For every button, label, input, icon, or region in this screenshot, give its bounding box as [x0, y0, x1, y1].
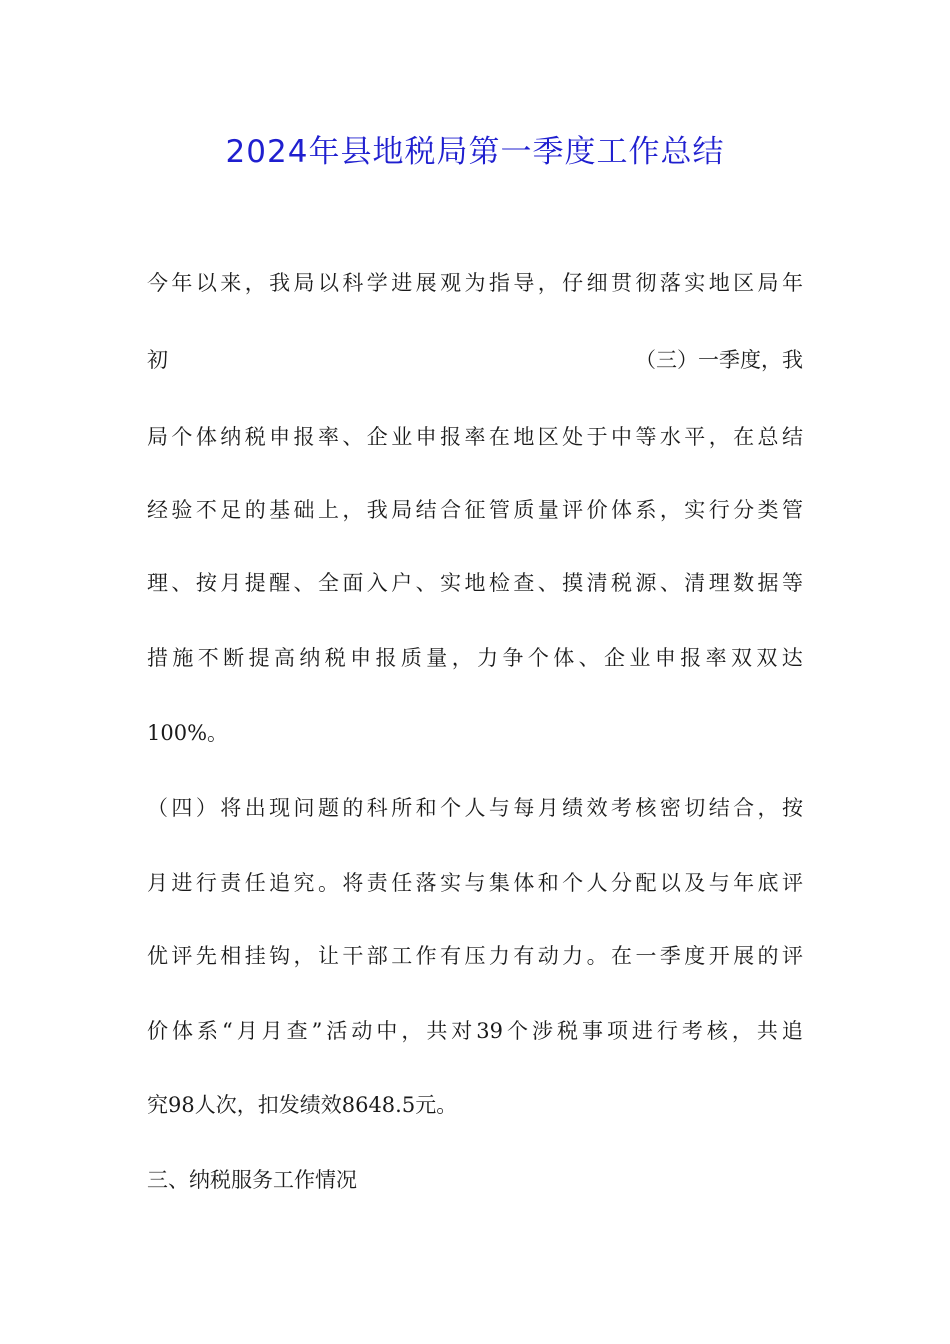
text-glyph: 理 [708, 571, 730, 595]
text-glyph: 动 [351, 1019, 373, 1043]
paragraph-line-2 [147, 345, 803, 375]
text-glyph: 不 [197, 646, 219, 670]
text-glyph: 结 [708, 796, 730, 820]
text-glyph: 率 [317, 425, 339, 449]
text-glyph: 导 [513, 271, 535, 295]
text-glyph: 以 [659, 871, 681, 895]
text-glyph: 评 [781, 871, 803, 895]
text-glyph: 压 [464, 944, 486, 968]
text-glyph: 事 [581, 1019, 603, 1043]
text-glyph: 考 [681, 1019, 703, 1043]
text-glyph: 动 [537, 944, 559, 968]
text-glyph: 我 [269, 271, 291, 295]
text-glyph: 落 [659, 271, 681, 295]
text-glyph: 量 [426, 646, 448, 670]
text-glyph: 在 [733, 425, 755, 449]
text-glyph: 个 [562, 871, 584, 895]
text-glyph: 与 [708, 871, 730, 895]
text-glyph: 干 [342, 944, 364, 968]
text-glyph: 观 [440, 271, 462, 295]
text-glyph: 结 [415, 498, 437, 522]
text-glyph: 区 [537, 425, 559, 449]
text-glyph: 达 [781, 646, 803, 670]
text-glyph: 中 [376, 1019, 398, 1043]
text-glyph: 水 [659, 425, 681, 449]
text-glyph: 责 [366, 871, 388, 895]
text-glyph: 提 [244, 571, 266, 595]
text-glyph: 查 [513, 571, 535, 595]
paragraph-line-1 [147, 268, 803, 298]
text-glyph: 个 [507, 1019, 528, 1043]
text-glyph: 体 [553, 646, 575, 670]
text-glyph: 行 [656, 1019, 678, 1043]
text-glyph: 础 [293, 498, 315, 522]
text-glyph: 等 [781, 571, 803, 595]
text-glyph: 作 [415, 944, 437, 968]
text-glyph: 共 [426, 1019, 448, 1043]
text-glyph: 不 [195, 498, 217, 522]
text-glyph: 申 [269, 425, 291, 449]
paragraph-line-12: 究98人次，扣发绩效8648.5元。 [147, 1093, 458, 1117]
text-glyph: 税 [324, 646, 346, 670]
text-glyph: 、 [659, 571, 681, 595]
text-glyph: 总 [757, 425, 779, 449]
text-glyph: 按 [781, 796, 803, 820]
text-glyph: 与 [488, 796, 510, 820]
text-glyph: 评 [781, 944, 803, 968]
text-glyph: 措 [147, 646, 168, 670]
document-title: 2024年县地税局第一季度工作总结 [225, 134, 725, 170]
text-glyph: 高 [273, 646, 295, 670]
text-glyph: 项 [606, 1019, 628, 1043]
text-glyph: 贯 [611, 271, 633, 295]
text-glyph: 施 [172, 646, 194, 670]
text-glyph: 彻 [635, 271, 657, 295]
text-glyph: 有 [513, 944, 535, 968]
text-glyph: 月 [261, 1019, 283, 1043]
text-glyph: 月 [220, 571, 242, 595]
text-glyph: 绩 [562, 796, 584, 820]
text-glyph: 上 [317, 498, 339, 522]
text-glyph: 个 [171, 425, 193, 449]
text-glyph: 分 [733, 498, 755, 522]
text-glyph: 出 [244, 796, 266, 820]
text-glyph: 核 [635, 796, 657, 820]
text-glyph: “ [221, 1019, 233, 1043]
text-glyph: ” [311, 1019, 323, 1043]
text-glyph: 挂 [244, 944, 266, 968]
text-glyph: 入 [366, 571, 388, 595]
text-glyph: 月 [537, 796, 559, 820]
text-glyph: 将 [220, 796, 242, 820]
text-glyph: 价 [586, 498, 608, 522]
text-glyph: 企 [604, 646, 626, 670]
text-glyph: 实 [440, 571, 462, 595]
text-glyph: 地 [708, 271, 730, 295]
text-glyph: 个 [527, 646, 549, 670]
text-glyph: ， [342, 498, 364, 522]
text-glyph: 39 [476, 1019, 504, 1043]
text-glyph: 申 [415, 425, 437, 449]
text-glyph: 合 [733, 796, 755, 820]
text-glyph: ， [244, 271, 266, 295]
text-glyph: 相 [220, 944, 242, 968]
text-glyph: 仔 [562, 271, 584, 295]
text-glyph: 评 [171, 944, 193, 968]
text-glyph: ， [659, 498, 681, 522]
text-glyph: 实 [684, 498, 706, 522]
text-glyph: 税 [611, 571, 633, 595]
text-glyph: 展 [733, 944, 755, 968]
text-glyph: 、 [537, 571, 559, 595]
text-glyph: 双 [730, 646, 752, 670]
text-glyph: 系 [196, 1019, 218, 1043]
text-glyph: 题 [317, 796, 339, 820]
text-glyph: 切 [684, 796, 706, 820]
text-glyph: 平 [684, 425, 706, 449]
text-glyph: 共 [756, 1019, 778, 1043]
text-glyph: 。 [317, 871, 339, 895]
text-glyph: 报 [293, 425, 315, 449]
text-glyph: ， [731, 1019, 753, 1043]
text-glyph: 指 [488, 271, 510, 295]
text-glyph: 来 [220, 271, 242, 295]
text-glyph: 进 [171, 871, 193, 895]
text-glyph: 配 [635, 871, 657, 895]
text-glyph: 企 [366, 425, 388, 449]
text-glyph: 与 [464, 871, 486, 895]
text-glyph: 数 [733, 571, 755, 595]
text-glyph: 全 [317, 571, 339, 595]
text-glyph: 集 [488, 871, 510, 895]
text-glyph: 、 [578, 646, 600, 670]
text-glyph: 清 [586, 571, 608, 595]
paragraph-line-11 [147, 1016, 803, 1046]
text-glyph: 查 [286, 1019, 308, 1043]
paragraph-line-5 [147, 568, 803, 598]
paragraph-line-4 [147, 495, 803, 525]
text-glyph: 以 [317, 271, 339, 295]
text-glyph: 的 [244, 498, 266, 522]
text-glyph: 行 [195, 871, 217, 895]
text-glyph: ， [293, 944, 315, 968]
text-glyph: 类 [757, 498, 779, 522]
text-glyph: 问 [293, 796, 315, 820]
text-glyph: 税 [244, 425, 266, 449]
text-glyph: 据 [757, 571, 779, 595]
text-glyph: 检 [488, 571, 510, 595]
text-glyph: 进 [391, 271, 413, 295]
text-glyph: 体 [195, 425, 217, 449]
text-glyph: 中 [611, 425, 633, 449]
text-glyph: 科 [366, 796, 388, 820]
text-glyph: 工 [391, 944, 413, 968]
text-glyph: 每 [513, 796, 535, 820]
text-glyph: 源 [635, 571, 657, 595]
text-glyph: ， [757, 796, 779, 820]
text-glyph: 报 [375, 646, 397, 670]
text-glyph: 钩 [269, 944, 291, 968]
text-glyph: 管 [781, 498, 803, 522]
paragraph-line-2-end: （三）一季度，我 [635, 348, 803, 372]
text-glyph: 提 [248, 646, 270, 670]
text-glyph: 现 [269, 796, 291, 820]
text-glyph: 在 [488, 425, 510, 449]
text-glyph: 理 [147, 571, 168, 595]
text-glyph: 年 [781, 271, 803, 295]
text-glyph: 落 [415, 871, 437, 895]
text-glyph: 追 [781, 1019, 803, 1043]
text-glyph: 季 [659, 944, 681, 968]
text-glyph: 对 [451, 1019, 473, 1043]
text-glyph: 度 [684, 944, 706, 968]
text-glyph: 局 [147, 425, 168, 449]
text-glyph: 量 [537, 498, 559, 522]
text-glyph: 断 [223, 646, 245, 670]
text-glyph: 让 [317, 944, 339, 968]
text-glyph: 一 [635, 944, 657, 968]
text-glyph: 醒 [269, 571, 291, 595]
text-glyph: 报 [680, 646, 702, 670]
text-glyph: 地 [513, 425, 535, 449]
text-glyph: 区 [733, 271, 755, 295]
text-glyph: 行 [708, 498, 730, 522]
text-glyph: 底 [757, 871, 779, 895]
text-glyph: 报 [440, 425, 462, 449]
text-glyph: 在 [611, 944, 633, 968]
text-glyph: 将 [342, 871, 364, 895]
text-glyph: 足 [220, 498, 242, 522]
text-glyph: ） [195, 796, 217, 820]
text-glyph: 先 [195, 944, 217, 968]
text-glyph: 面 [342, 571, 364, 595]
text-glyph: 有 [440, 944, 462, 968]
text-glyph: 双 [756, 646, 778, 670]
text-glyph: 于 [586, 425, 608, 449]
text-glyph: 纳 [299, 646, 321, 670]
text-glyph: 局 [757, 271, 779, 295]
text-glyph: 业 [391, 425, 413, 449]
text-glyph: 结 [781, 425, 803, 449]
text-glyph: 税 [556, 1019, 578, 1043]
text-glyph: 以 [195, 271, 217, 295]
text-glyph: 学 [366, 271, 388, 295]
text-glyph: 局 [391, 498, 413, 522]
text-glyph: 质 [400, 646, 422, 670]
text-glyph: 体 [611, 498, 633, 522]
text-glyph: 评 [562, 498, 584, 522]
text-glyph: 四 [171, 796, 193, 820]
text-glyph: 个 [440, 796, 462, 820]
text-glyph: 管 [488, 498, 510, 522]
text-glyph: 部 [366, 944, 388, 968]
text-glyph: 和 [415, 796, 437, 820]
text-glyph: 处 [562, 425, 584, 449]
text-glyph: 人 [586, 871, 608, 895]
text-glyph: 率 [464, 425, 486, 449]
text-glyph: 的 [757, 944, 779, 968]
text-glyph: 进 [631, 1019, 653, 1043]
text-glyph: 究 [293, 871, 315, 895]
text-glyph: 的 [342, 796, 364, 820]
text-glyph: 地 [464, 571, 486, 595]
text-glyph: ， [451, 646, 473, 670]
text-glyph: 我 [366, 498, 388, 522]
text-glyph: 所 [391, 796, 413, 820]
text-glyph: 考 [611, 796, 633, 820]
text-glyph: 户 [391, 571, 413, 595]
text-glyph: （ [147, 796, 168, 820]
text-glyph: 责 [220, 871, 242, 895]
text-glyph: 、 [342, 425, 364, 449]
text-glyph: 体 [171, 1019, 193, 1043]
text-glyph: 力 [477, 646, 499, 670]
text-glyph: 任 [391, 871, 413, 895]
text-glyph: 年 [171, 271, 193, 295]
text-glyph: 月 [147, 871, 168, 895]
text-glyph: 体 [513, 871, 535, 895]
paragraph-line-3 [147, 422, 803, 452]
text-glyph: 验 [171, 498, 193, 522]
text-glyph: 、 [171, 571, 193, 595]
text-glyph: ， [537, 271, 559, 295]
text-glyph: ， [708, 425, 730, 449]
text-glyph: 业 [629, 646, 651, 670]
text-glyph: 及 [684, 871, 706, 895]
text-glyph: 质 [513, 498, 535, 522]
paragraph-line-7: 100%。 [147, 721, 229, 745]
text-glyph: 力 [562, 944, 584, 968]
text-glyph: 系 [635, 498, 657, 522]
text-glyph: 年 [733, 871, 755, 895]
text-glyph: 开 [708, 944, 730, 968]
text-glyph: 率 [705, 646, 727, 670]
text-glyph: 按 [195, 571, 217, 595]
text-glyph: 效 [586, 796, 608, 820]
text-glyph: 征 [464, 498, 486, 522]
text-glyph: 为 [464, 271, 486, 295]
text-glyph: 展 [415, 271, 437, 295]
text-glyph: 纳 [220, 425, 242, 449]
text-glyph: 、 [293, 571, 315, 595]
text-glyph: 核 [706, 1019, 728, 1043]
text-glyph: 月 [236, 1019, 258, 1043]
text-glyph: 细 [586, 271, 608, 295]
text-glyph: 摸 [562, 571, 584, 595]
text-glyph: 合 [440, 498, 462, 522]
text-glyph: 人 [464, 796, 486, 820]
text-glyph: 涉 [531, 1019, 553, 1043]
text-glyph: ， [401, 1019, 423, 1043]
text-glyph: 实 [440, 871, 462, 895]
text-glyph: 、 [415, 571, 437, 595]
text-glyph: 分 [611, 871, 633, 895]
text-glyph: 力 [488, 944, 510, 968]
text-glyph: 申 [350, 646, 372, 670]
text-glyph: 任 [244, 871, 266, 895]
text-glyph: 争 [502, 646, 524, 670]
text-glyph: 。 [586, 944, 608, 968]
text-glyph: 实 [684, 271, 706, 295]
section-heading: 三、纳税服务工作情况 [147, 1168, 357, 1192]
text-glyph: 追 [269, 871, 291, 895]
text-glyph: 和 [537, 871, 559, 895]
text-glyph: 经 [147, 498, 168, 522]
text-glyph: 科 [342, 271, 364, 295]
text-glyph: 等 [635, 425, 657, 449]
text-glyph: 今 [147, 271, 168, 295]
paragraph-line-2-start: 初 [147, 348, 168, 372]
text-glyph: 活 [326, 1019, 348, 1043]
text-glyph: 基 [269, 498, 291, 522]
text-glyph: 优 [147, 944, 168, 968]
paragraph-line-6 [147, 643, 803, 673]
text-glyph: 局 [293, 271, 315, 295]
text-glyph: 清 [684, 571, 706, 595]
paragraph-line-8 [147, 793, 803, 823]
text-glyph: 价 [147, 1019, 168, 1043]
text-glyph: 密 [659, 796, 681, 820]
text-glyph: 申 [654, 646, 676, 670]
paragraph-line-9 [147, 868, 803, 898]
paragraph-line-10 [147, 941, 803, 971]
